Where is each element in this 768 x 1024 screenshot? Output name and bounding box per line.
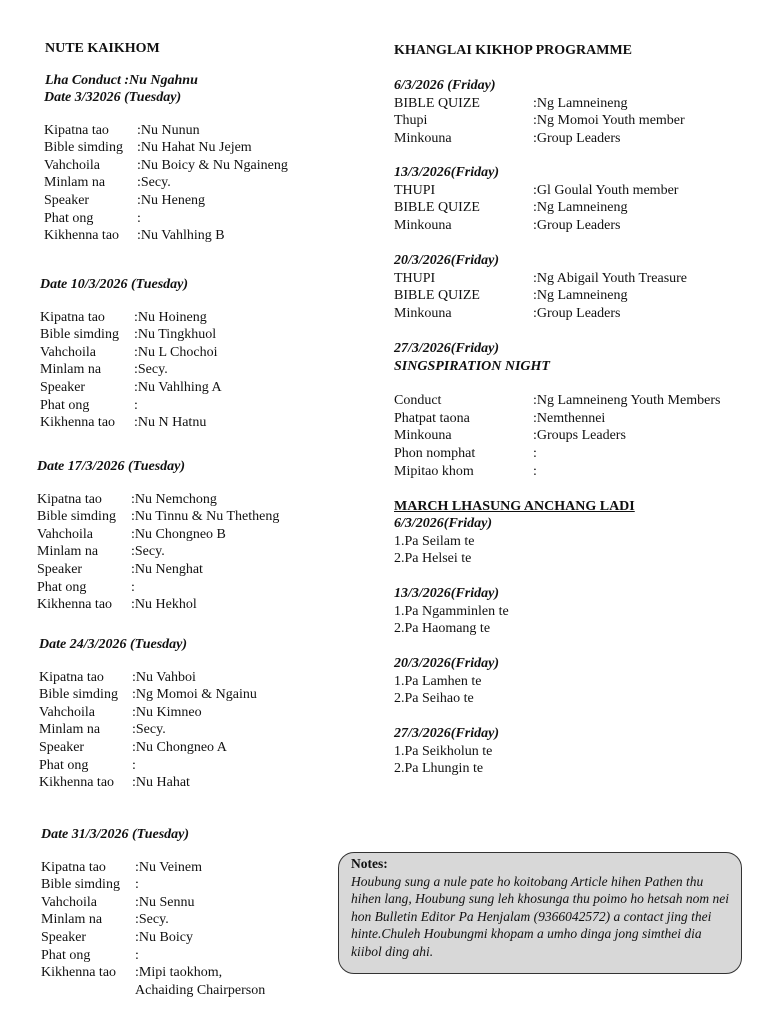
duty-value: :Secy. [135,912,169,928]
duty-row [37,543,279,561]
programme-label: Minkouna [394,217,452,233]
week-date: Date 3/32026 (Tuesday) [44,90,182,105]
programme-row [394,182,678,200]
duty-row [37,491,279,509]
duty-value: :Nu Boicy & Nu Ngaineng [137,157,288,173]
duty-label: Vahchoila [40,344,96,360]
programme-value: : [533,445,537,461]
lhasung-item: 2.Pa Lhungin te [394,761,484,777]
programme-value: :Group Leaders [533,305,621,321]
programme-subtitle: SINGSPIRATION NIGHT [394,358,550,374]
duty-row [37,508,279,526]
duty-value: :Nu Vahlhing B [137,228,225,244]
programme-value: :Ng Lamneineng [533,288,628,304]
week-date: Date 24/3/2026 (Tuesday) [39,637,188,652]
programme-row [394,112,685,130]
duty-label: Minlam na [37,544,99,560]
duty-row [39,757,257,775]
programme-row [394,463,720,481]
duty-value: :Mipi taokhom, [135,965,223,981]
duty-value: :Nu Sennu [135,894,195,910]
duty-value: : [137,210,141,226]
duty-value: Achaiding Chairperson [135,982,266,998]
duty-label: Phat ong [37,579,87,595]
duty-row [39,774,257,792]
duty-label: Minlam na [40,362,102,378]
duty-value: :Ng Momoi & Ngainu [132,687,257,703]
duty-value: :Nu Chongneo A [132,739,227,755]
duty-value: :Nu Nunun [137,122,200,138]
duty-label: Bible simding [37,509,116,525]
notes-title: Notes: [351,856,388,871]
duty-row [44,192,288,210]
duty-row [44,174,288,192]
programme-row [394,287,687,305]
duty-row [41,982,265,1000]
duty-label: Vahchoila [37,526,93,542]
right-title: KHANGLAI KIKHOP PROGRAMME [394,43,632,58]
duty-label: Vahchoila [39,704,95,720]
duty-label [41,982,135,1000]
duty-label: Bible simding [39,687,118,703]
duty-row [44,139,288,157]
programme-label: THUPI [394,182,436,198]
week-block-5 [41,826,265,999]
programme-value: :Group Leaders [533,130,621,146]
programme-row [394,95,685,113]
duty-value: : [135,947,139,963]
programme-value: :Ng Momoi Youth member [533,113,685,129]
duty-label: Vahchoila [41,894,97,910]
duty-label: Kikhenna tao [39,775,115,791]
duty-label: Vahchoila [44,157,100,173]
duty-row [44,210,288,228]
duty-value: :Secy. [137,175,171,191]
duty-row [41,929,265,947]
programme-label: Minkouna [394,305,452,321]
programme-date: 27/3/2026(Friday) [394,341,499,356]
duty-value: : [132,757,136,773]
week-date: Date 10/3/2026 (Tuesday) [40,277,189,292]
duty-row [41,894,265,912]
duty-row [40,344,222,362]
programme-date: 20/3/2026(Friday) [394,253,499,268]
programme-value: :Ng Lamneineng [533,95,628,111]
duty-label: Speaker [44,192,90,208]
duty-row [40,414,222,432]
lhasung-block-1 [394,515,492,568]
duty-value: :Nu N Hatnu [134,415,207,431]
lhasung-item: 1.Pa Seikholun te [394,743,493,759]
programme-date: 13/3/2026(Friday) [394,165,499,180]
programme-row [394,217,678,235]
duty-value: :Nu Kimneo [132,704,202,720]
duty-label: Phat ong [40,397,90,413]
duty-label: Speaker [40,379,86,395]
duty-value: :Nu Hekhol [131,597,197,613]
week-date: Date 17/3/2026 (Tuesday) [37,459,186,474]
duty-label: Kipatna tao [41,859,106,875]
duty-row [40,326,222,344]
programme-value: :Gl Goulal Youth member [533,182,679,198]
duty-value: : [135,877,139,893]
duty-row [41,859,265,877]
programme-row [394,270,687,288]
lhasung-block-3 [394,655,499,708]
programme-block-2 [394,164,678,234]
duty-label: Kikhenna tao [40,415,116,431]
duty-row [41,947,265,965]
duty-row [39,704,257,722]
programme-label: Thupi [394,113,428,129]
week-block-4 [39,636,257,792]
programme-block-4 [394,340,720,480]
lhasung-item: 2.Pa Seihao te [394,691,474,707]
duty-value: :Nu Boicy [135,929,193,945]
lha-conduct: Lha Conduct :Nu Ngahnu [45,73,198,88]
duty-row [39,686,257,704]
week-date: Date 31/3/2026 (Tuesday) [41,827,190,842]
programme-value: :Ng Lamneineng [533,200,628,216]
duty-value: : [134,397,138,413]
duty-row [37,579,279,597]
programme-value: :Ng Abigail Youth Treasure [533,270,688,286]
duty-row [37,561,279,579]
programme-label: BIBLE QUIZE [394,95,480,111]
duty-label: Kipatna tao [37,491,102,507]
programme-block-1 [394,77,685,147]
duty-label: Kikhenna tao [44,228,120,244]
duty-row [39,669,257,687]
duty-label: Bible simding [41,877,120,893]
programme-value: :Groups Leaders [533,428,626,444]
duty-label: Kipatna tao [40,309,105,325]
duty-row [37,596,279,614]
programme-value: :Group Leaders [533,217,621,233]
duty-row [40,379,222,397]
week-block-1 [44,89,288,245]
programme-label: Phatpat taona [394,410,470,426]
duty-value: :Secy. [131,544,165,560]
lhasung-block-2 [394,585,509,638]
notes-box [338,852,742,974]
duty-label: Speaker [39,739,85,755]
duty-row [41,911,265,929]
programme-row [394,305,687,323]
duty-label: Minlam na [41,912,103,928]
duty-row [40,397,222,415]
lhasung-block-4 [394,725,499,778]
duty-value: :Nu Tinnu & Nu Thetheng [131,509,280,525]
duty-label: Minlam na [39,722,101,738]
duty-value: :Nu Hoineng [134,309,207,325]
programme-row [394,199,678,217]
duty-value: :Nu Heneng [137,192,206,208]
lhasung-date: 20/3/2026(Friday) [394,656,499,671]
lhasung-item: 1.Pa Ngamminlen te [394,603,509,619]
duty-value: :Nu Hahat [132,775,190,791]
notes-body: Houbung sung a nule pate ho koitobang Article hihen Pathen thu hihen lang, Houbung sung leh khosunga thu poimo ho hetsah nom nei hon Bulletin Editor Pa Henjalam (9366042572) a contact jing thei hinte.Chuleh Houbungmi khopam a umho dinga jong simthei dia kiibol ding ahi. [351,873,729,959]
duty-row [44,157,288,175]
programme-row [394,427,720,445]
lhasung-item: 1.Pa Lamhen te [394,673,482,689]
programme-label: THUPI [394,270,436,286]
duty-label: Kipatna tao [44,122,109,138]
duty-value: :Secy. [134,362,168,378]
programme-row [394,392,720,410]
duty-value: : [131,579,135,595]
lhasung-item: 1.Pa Seilam te [394,533,475,549]
duty-value: :Nu Nemchong [131,491,217,507]
duty-value: :Nu L Chochoi [134,344,218,360]
duty-value: :Nu Tingkhuol [134,327,217,343]
programme-label: Mipitao khom [394,463,474,479]
duty-label: Speaker [37,561,83,577]
programme-label: BIBLE QUIZE [394,200,480,216]
lhasung-item: 2.Pa Helsei te [394,551,472,567]
duty-value: :Nu Vahboi [132,669,196,685]
duty-row [39,721,257,739]
duty-label: Phat ong [44,210,94,226]
programme-row [394,130,685,148]
duty-label: Kipatna tao [39,669,104,685]
duty-value: :Nu Hahat Nu Jejem [137,140,252,156]
programme-row [394,410,720,428]
duty-row [39,739,257,757]
programme-label: Minkouna [394,428,452,444]
duty-row [41,964,265,982]
lhasung-date: 13/3/2026(Friday) [394,586,499,601]
duty-row [40,309,222,327]
programme-label: BIBLE QUIZE [394,288,480,304]
duty-value: :Nu Vahlhing A [134,379,222,395]
duty-label: Kikhenna tao [41,965,117,981]
programme-row [394,445,720,463]
programme-date: 6/3/2026 (Friday) [394,78,496,93]
lhasung-date: 6/3/2026(Friday) [394,516,492,531]
programme-label: Conduct [394,393,442,409]
duty-value: :Nu Chongneo B [131,526,226,542]
lhasung-title: MARCH LHASUNG ANCHANG LADI [394,499,635,514]
duty-row [44,122,288,140]
duty-label: Bible simding [40,327,119,343]
lhasung-date: 27/3/2026(Friday) [394,726,499,741]
duty-label: Bible simding [44,140,123,156]
lhasung-item: 2.Pa Haomang te [394,621,491,637]
week-block-2 [40,276,222,432]
duty-row [40,361,222,379]
duty-label: Speaker [41,929,87,945]
programme-value: :Nemthennei [533,410,606,426]
duty-row [44,227,288,245]
programme-block-3 [394,252,687,322]
week-block-3 [37,458,279,614]
duty-label: Minlam na [44,175,106,191]
programme-value: : [533,463,537,479]
duty-row [37,526,279,544]
programme-label: Minkouna [394,130,452,146]
left-title: NUTE KAIKHOM [45,41,160,56]
duty-label: Phat ong [41,947,91,963]
duty-label: Phat ong [39,757,89,773]
duty-value: :Secy. [132,722,166,738]
duty-label: Kikhenna tao [37,597,113,613]
programme-label: Phon nomphat [394,445,476,461]
duty-value: :Nu Nenghat [131,561,203,577]
duty-row [41,876,265,894]
duty-value: :Nu Veinem [135,859,203,875]
programme-value: :Ng Lamneineng Youth Members [533,393,721,409]
